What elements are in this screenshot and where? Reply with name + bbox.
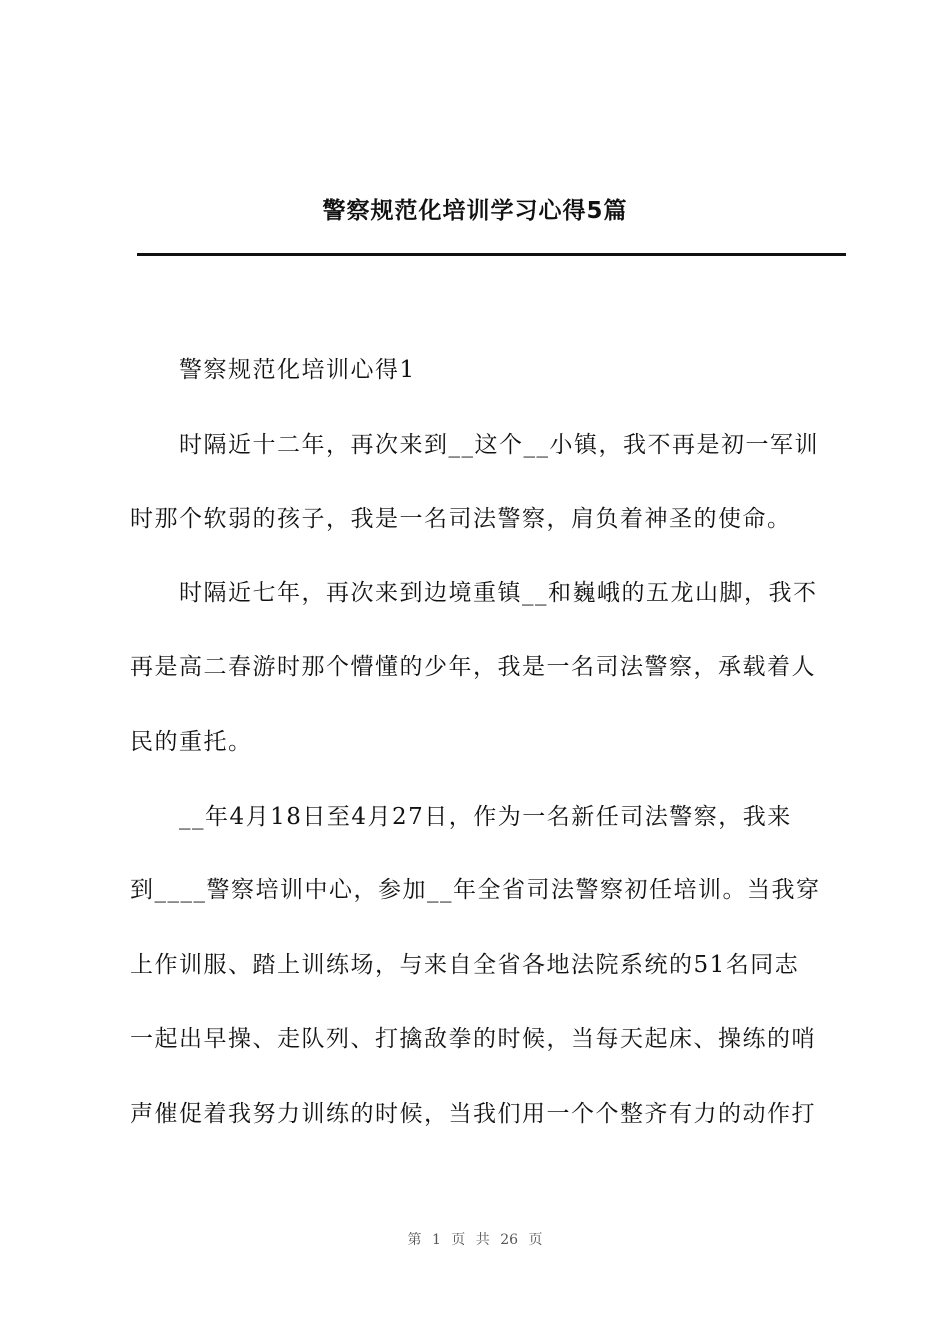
page-number-footer: 第 1 页 共 26 页 — [407, 1232, 543, 1248]
body-text-line: 再是高二春游时那个懵懂的少年，我是一名司法警察，承载着人 — [130, 654, 816, 680]
body-text-line: 到____警察培训中心，参加__年全省司法警察初任培训。当我穿 — [130, 877, 821, 903]
body-text-line: 一起出早操、走队列、打擒敌拳的时候，当每天起床、操练的哨 — [130, 1026, 816, 1052]
section-heading: 警察规范化培训心得1 — [179, 357, 416, 383]
body-text-line: 时那个软弱的孩子，我是一名司法警察，肩负着神圣的使命。 — [130, 506, 792, 532]
body-text-line: 时隔近十二年，再次来到__这个__小镇，我不再是初一军训 — [179, 432, 819, 458]
body-text-line: 民的重托。 — [130, 729, 253, 755]
title-underline — [137, 253, 846, 256]
body-text-line: __年4月18日至4月27日，作为一名新任司法警察，我来 — [179, 804, 792, 830]
document-title: 警察规范化培训学习心得5篇 — [322, 198, 628, 224]
body-text-line: 时隔近七年，再次来到边境重镇__和巍峨的五龙山脚，我不 — [179, 580, 818, 606]
body-text-line: 声催促着我努力训练的时候，当我们用一个个整齐有力的动作打 — [130, 1101, 816, 1127]
body-text-line: 上作训服、踏上训练场，与来自全省各地法院系统的51名同志 — [130, 952, 800, 978]
